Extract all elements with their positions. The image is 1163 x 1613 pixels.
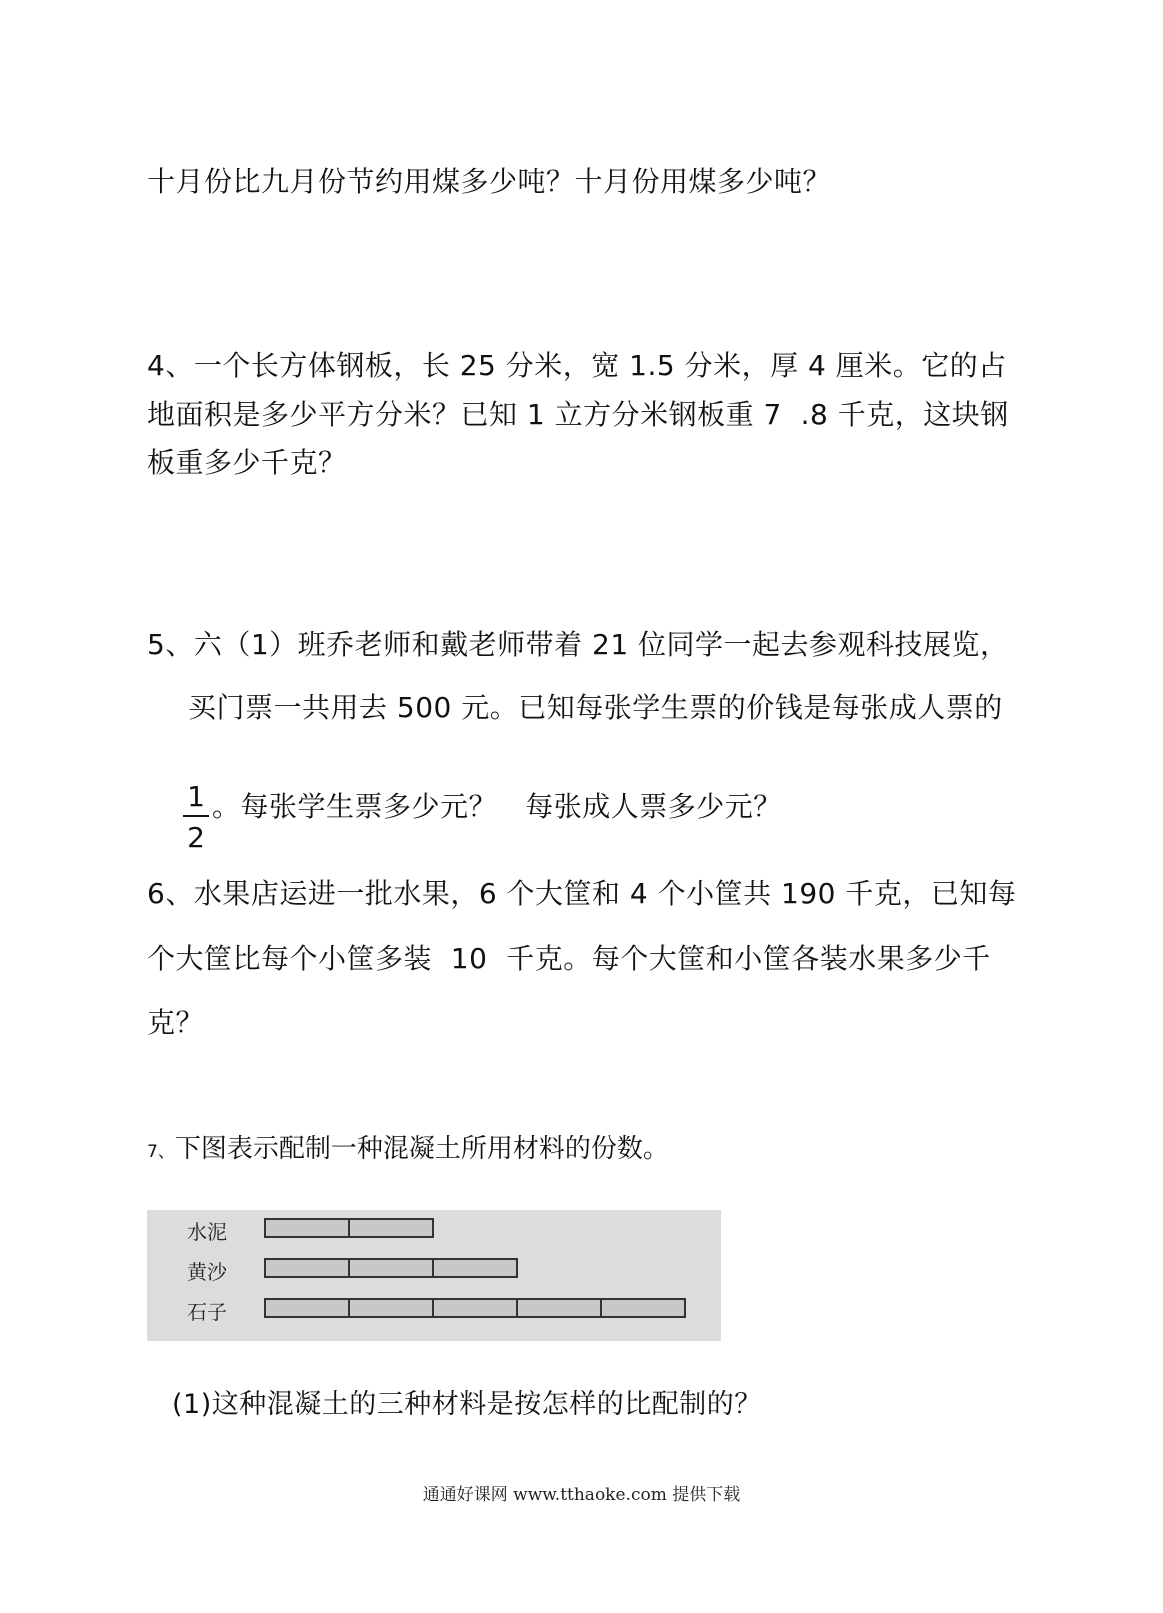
fraction-numerator: 1 xyxy=(187,780,205,813)
diagram-unit-segment xyxy=(264,1218,350,1238)
q7-text: 下图表示配制一种混凝土所用材料的份数。 xyxy=(174,1134,669,1164)
q7-sub-question-1: (1)这种混凝土的三种材料是按怎样的比配制的？ xyxy=(172,1389,762,1420)
diagram-unit-segment xyxy=(516,1298,602,1318)
diagram-unit-segment xyxy=(432,1298,518,1318)
q5-line-1: 5、六（1）班乔老师和戴老师带着 21 位同学一起去参观科技展览， xyxy=(147,628,1009,661)
diagram-label-sand: 黄沙 xyxy=(187,1260,227,1284)
fraction-bar xyxy=(183,815,209,817)
q6-line-3: 克？ xyxy=(147,1006,205,1039)
q3-line: 十月份比九月份节约用煤多少吨？十月份用煤多少吨？ xyxy=(147,165,832,198)
page-footer: 通通好课网 www.tthaoke.com 提供下载 xyxy=(422,1485,741,1505)
diagram-label-cement: 水泥 xyxy=(187,1220,227,1244)
diagram-unit-segment xyxy=(348,1258,434,1278)
q4-line-1: 4、一个长方体钢板，长 25 分米，宽 1.5 分米，厚 4 厘米。它的占 xyxy=(147,349,1007,382)
one-half-fraction xyxy=(183,780,209,854)
concrete-materials-diagram xyxy=(147,1210,721,1341)
q4-line-2: 地面积是多少平方分米？已知 1 立方分米钢板重 7 .8 千克，这块钢 xyxy=(147,398,1009,431)
diagram-label-gravel: 石子 xyxy=(187,1300,227,1324)
diagram-unit-segment xyxy=(348,1298,434,1318)
q4-line-3: 板重多少千克？ xyxy=(147,446,347,479)
diagram-unit-segment xyxy=(264,1298,350,1318)
q7-number: 7、 xyxy=(147,1142,175,1162)
diagram-unit-segment xyxy=(432,1258,518,1278)
q6-line-2: 个大筐比每个小筐多装 10 千克。每个大筐和小筐各装水果多少千 xyxy=(147,942,991,975)
q7-heading xyxy=(147,1128,669,1165)
diagram-unit-segment xyxy=(600,1298,686,1318)
q6-line-1: 6、水果店运进一批水果，6 个大筐和 4 个小筐共 190 千克，已知每 xyxy=(147,877,1017,910)
diagram-unit-segment xyxy=(348,1218,434,1238)
diagram-unit-segment xyxy=(264,1258,350,1278)
fraction-denominator: 2 xyxy=(187,821,205,854)
q5-line-2: 买门票一共用去 500 元。已知每张学生票的价钱是每张成人票的 xyxy=(188,691,1003,724)
q5-line-3: 。每张学生票多少元？ 每张成人票多少元？ xyxy=(212,790,782,823)
